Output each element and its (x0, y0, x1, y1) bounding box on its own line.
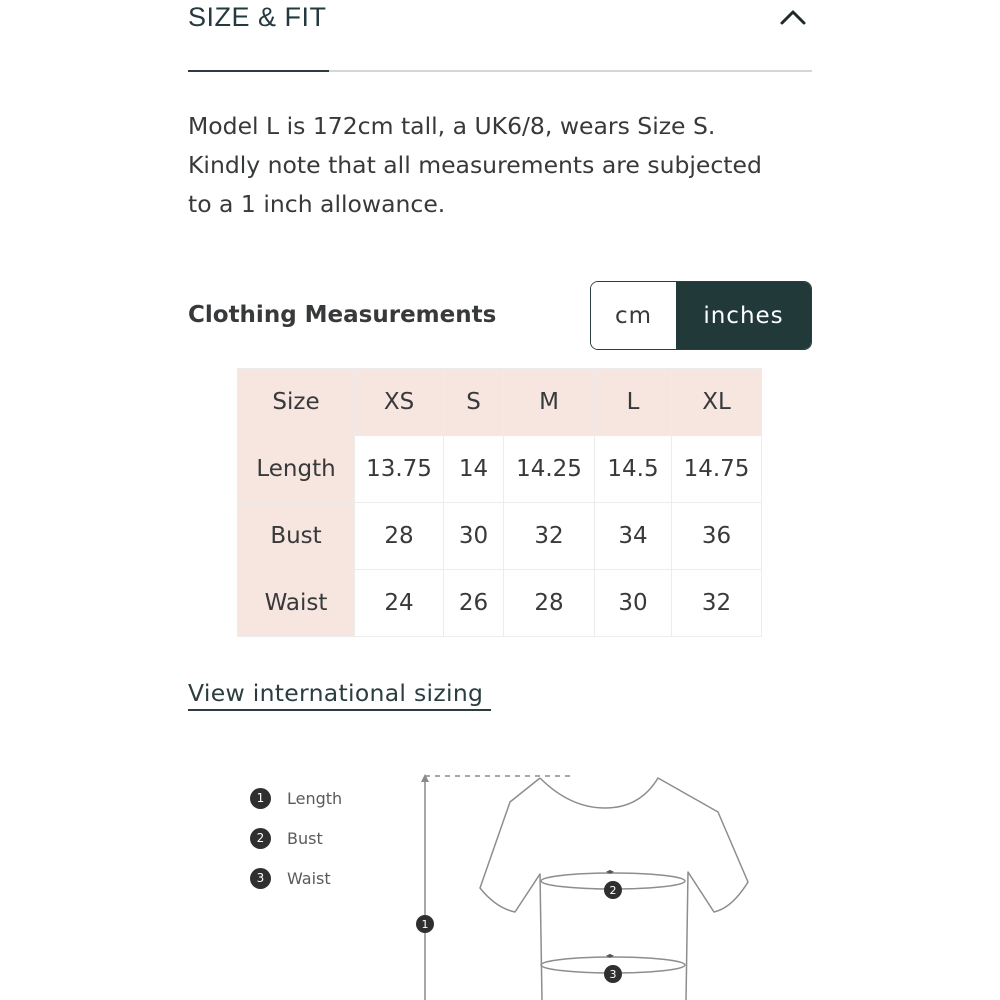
svg-text:◂▸: ◂▸ (606, 867, 615, 876)
unit-inches-button[interactable]: inches (676, 282, 811, 349)
international-sizing-link[interactable]: View international sizing (188, 679, 491, 711)
svg-text:2: 2 (609, 884, 617, 897)
table-header-cell: XL (672, 369, 762, 436)
table-header-cell: L (595, 369, 672, 436)
table-cell: 14.75 (672, 436, 762, 503)
table-cell: 26 (444, 570, 504, 637)
svg-text:3: 3 (609, 968, 617, 981)
legend-number: 2 (250, 828, 271, 849)
garment-measurement-diagram (400, 760, 760, 1000)
legend-label: Waist (287, 868, 331, 888)
active-section-indicator (188, 70, 329, 72)
table-cell: 32 (504, 503, 595, 570)
legend-item (250, 818, 342, 858)
table-header-cell: Size (238, 369, 355, 436)
description-line: Kindly note that all measurements are subjected (188, 151, 762, 179)
legend-label: Length (287, 788, 343, 808)
table-cell: 30 (595, 570, 672, 637)
description-line: Model L is 172cm tall, a UK6/8, wears Size S. (188, 112, 716, 140)
section-title: SIZE & FIT (188, 2, 327, 32)
table-row (238, 503, 762, 570)
svg-text:1: 1 (421, 918, 429, 931)
size-table (237, 368, 762, 637)
table-cell: 14.25 (504, 436, 595, 503)
measurement-legend (250, 778, 342, 898)
legend-item (250, 778, 342, 818)
row-label-cell: Length (238, 436, 355, 503)
length-marker (416, 915, 434, 933)
table-header-row (238, 369, 762, 436)
unit-cm-button[interactable]: cm (591, 282, 676, 349)
legend-number: 3 (250, 868, 271, 889)
bust-marker (604, 881, 622, 899)
legend-label: Bust (287, 828, 323, 848)
row-label-cell: Bust (238, 503, 355, 570)
unit-toggle (590, 281, 812, 350)
table-header-cell: XS (355, 369, 444, 436)
row-label-cell: Waist (238, 570, 355, 637)
fit-description (188, 107, 828, 224)
table-cell: 28 (355, 503, 444, 570)
table-header-cell: S (444, 369, 504, 436)
table-cell: 34 (595, 503, 672, 570)
waist-marker (604, 965, 622, 983)
table-cell: 32 (672, 570, 762, 637)
measurements-title: Clothing Measurements (188, 302, 497, 328)
table-cell: 30 (444, 503, 504, 570)
description-line: to a 1 inch allowance. (188, 190, 446, 218)
chevron-up-icon[interactable] (778, 4, 808, 28)
table-cell: 14 (444, 436, 504, 503)
table-cell: 28 (504, 570, 595, 637)
legend-item (250, 858, 342, 898)
table-cell: 13.75 (355, 436, 444, 503)
size-fit-header[interactable] (188, 0, 812, 72)
table-row (238, 436, 762, 503)
legend-number: 1 (250, 788, 271, 809)
svg-text:◂▸: ◂▸ (606, 951, 615, 960)
table-cell: 24 (355, 570, 444, 637)
table-row (238, 570, 762, 637)
table-cell: 14.5 (595, 436, 672, 503)
table-cell: 36 (672, 503, 762, 570)
table-header-cell: M (504, 369, 595, 436)
